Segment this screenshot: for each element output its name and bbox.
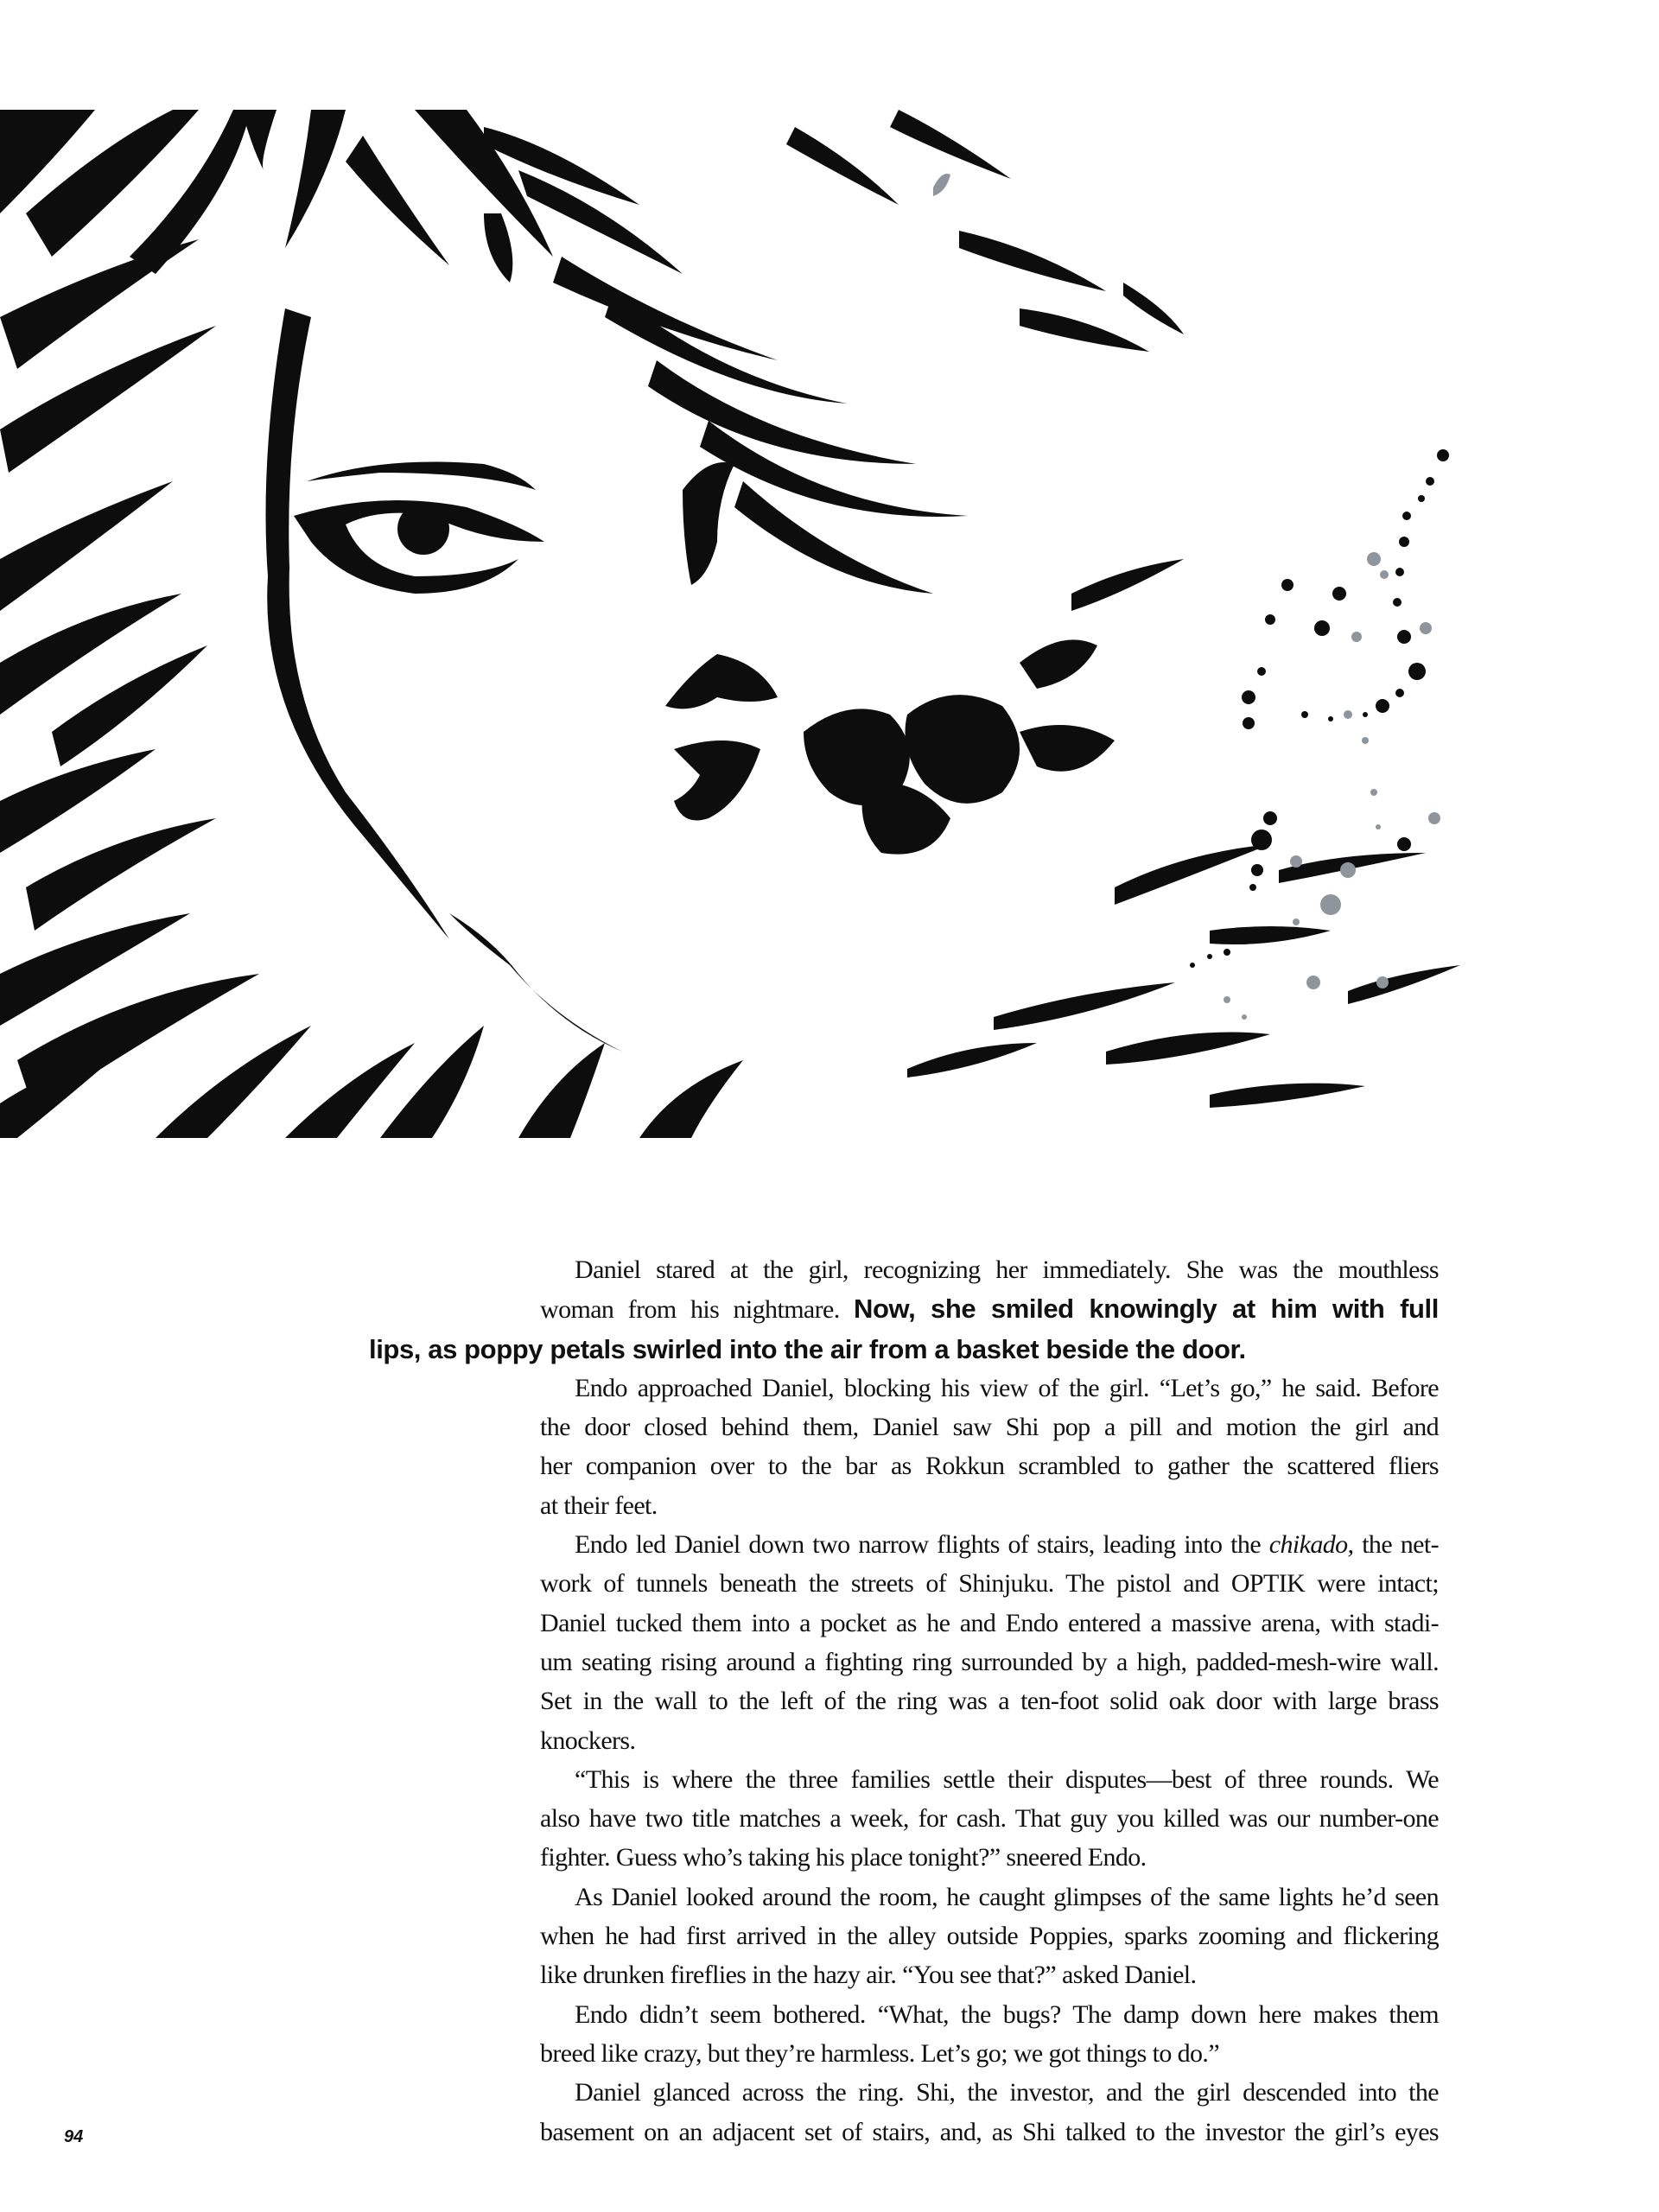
- text-fragment: woman from his nightmare.: [540, 1295, 840, 1325]
- text-line: at their feet.: [540, 1491, 658, 1520]
- italic-word-chikado: chikado,: [1268, 1530, 1354, 1560]
- text-line-with-italic: [540, 1525, 1439, 1564]
- bold-pull-quote-start: Now, she smiled knowingly at him with full: [854, 1294, 1439, 1325]
- text-line: her companion over to the bar as Rokkun scrambled to gather the scattered fliers: [540, 1452, 1439, 1481]
- text-line: work of tunnels beneath the streets of Shinjuku. The pistol and OPTIK were intact;: [540, 1569, 1439, 1599]
- text-line: knockers.: [540, 1726, 636, 1755]
- text-line: breed like crazy, but they’re harmless. Let’s go; we got things to do.”: [540, 2038, 1220, 2068]
- text-line: basement on an adjacent set of stairs, and, as Shi talked to the investor the girl’s eyes: [540, 2117, 1439, 2146]
- text-line: when he had first arrived in the alley outside Poppies, sparks zooming and flickering: [540, 1922, 1439, 1951]
- paragraph-6: [540, 1995, 1439, 2074]
- paragraph-4: [540, 1760, 1439, 1878]
- text-line: fighter. Guess who’s taking his place tonight?” sneered Endo.: [540, 1843, 1147, 1872]
- paragraph-7: [540, 2073, 1439, 2152]
- story-body-text: [369, 1250, 1440, 2152]
- text-line: Set in the wall to the left of the ring was a ten-foot solid oak door with large brass: [540, 1687, 1439, 1716]
- text-fragment: the net-: [1362, 1530, 1440, 1560]
- text-line: the door closed behind them, Daniel saw Shi pop a pill and motion the girl and: [540, 1413, 1439, 1442]
- illustration-woman-face-ink: [0, 110, 1479, 1138]
- text-line-with-bold: [540, 1289, 1439, 1329]
- text-line: also have two title matches a week, for cash. That guy you killed was our number-one: [540, 1804, 1439, 1834]
- bold-pull-quote-line: lips, as poppy petals swirled into the air from a basket beside the door.: [369, 1333, 1246, 1364]
- text-line: Daniel glanced across the ring. Shi, the investor, and the girl descended into the: [575, 2078, 1439, 2107]
- paragraph-3: [540, 1525, 1439, 1760]
- paragraph-2: [540, 1369, 1439, 1525]
- text-line: As Daniel looked around the room, he caught glimpses of the same lights he’d seen: [575, 1882, 1439, 1911]
- text-line: Daniel stared at the girl, recognizing her immediately. She was the mouthless: [575, 1255, 1439, 1284]
- text-line: like drunken fireflies in the hazy air. “You see that?” asked Daniel.: [540, 1961, 1197, 1990]
- text-line: um seating rising around a fighting ring surrounded by a high, padded-mesh-wire wall.: [540, 1647, 1439, 1676]
- text-line: “This is where the three families settle their disputes—best of three rounds. We: [575, 1764, 1439, 1794]
- text-line: Endo didn’t seem bothered. “What, the bugs? The damp down here makes them: [575, 1999, 1439, 2029]
- text-fragment: Endo led Daniel down two narrow flights of stairs, leading into the: [575, 1530, 1262, 1560]
- paragraph-5: [540, 1878, 1439, 1995]
- text-line: Endo approached Daniel, blocking his view of the girl. “Let’s go,” he said. Before: [575, 1373, 1439, 1402]
- text-line: Daniel tucked them into a pocket as he and Endo entered a massive arena, with stadi-: [540, 1608, 1439, 1637]
- paragraph-1: [369, 1250, 1439, 1369]
- page-number: 94: [64, 2127, 84, 2146]
- ink-drawing-icon: [0, 110, 1479, 1138]
